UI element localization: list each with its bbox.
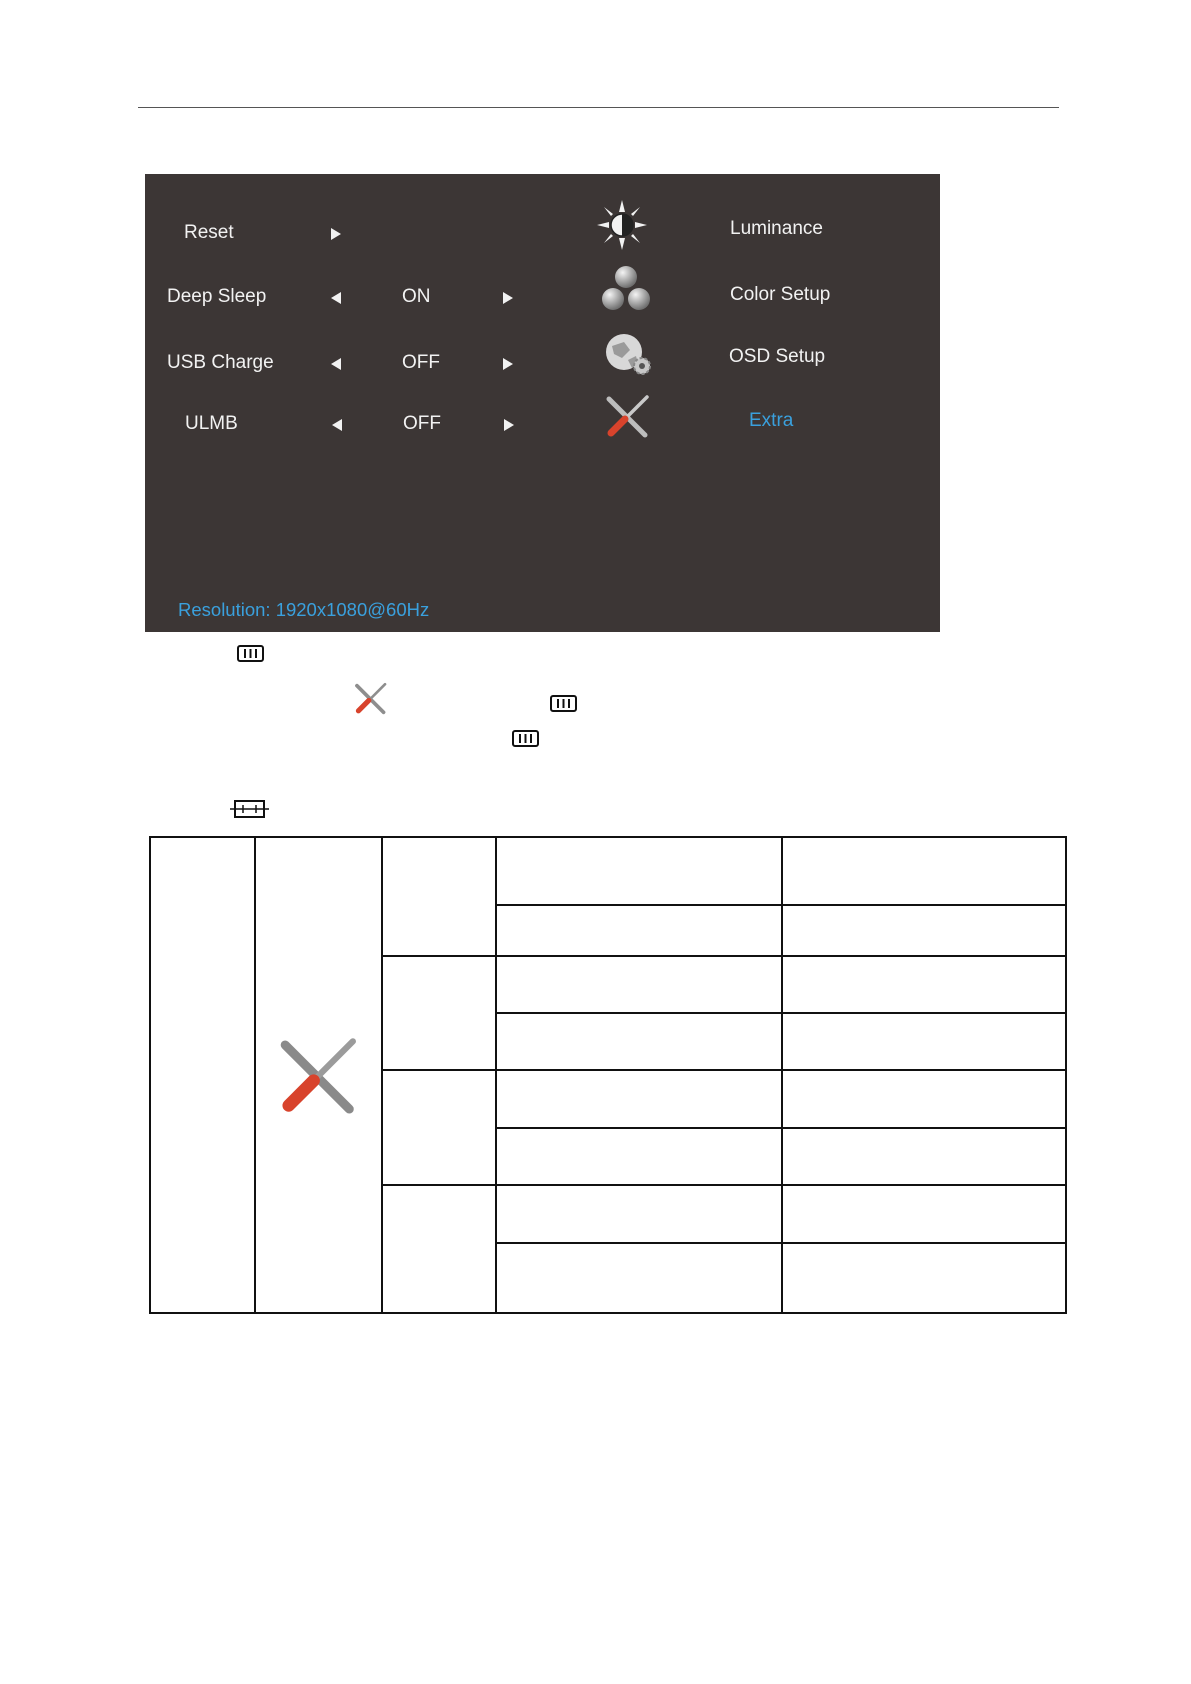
- extra-tools-icon: [605, 394, 651, 440]
- left-arrow-icon: [331, 358, 341, 370]
- right-arrow-icon: [503, 292, 513, 304]
- osd-item-ulmb[interactable]: ULMB: [185, 413, 238, 434]
- osd-value-deep-sleep: ON: [402, 286, 431, 307]
- category-extra[interactable]: Extra: [749, 410, 794, 431]
- right-arrow-icon: [504, 419, 514, 431]
- osd-value-ulmb: OFF: [403, 413, 441, 434]
- color-setup-icon: [600, 264, 652, 314]
- osd-item-reset[interactable]: Reset: [184, 222, 234, 243]
- osd-menu-screenshot: [145, 174, 940, 632]
- luminance-icon: [597, 200, 647, 250]
- right-arrow-icon: [503, 358, 513, 370]
- menu-button-icon: [237, 645, 264, 662]
- resolution-readout: Resolution: 1920x1080@60Hz: [178, 599, 430, 620]
- category-color-setup[interactable]: Color Setup: [730, 284, 831, 305]
- osd-item-deep-sleep[interactable]: Deep Sleep: [167, 286, 267, 307]
- left-arrow-icon: [331, 292, 341, 304]
- extra-tools-icon: [278, 1036, 360, 1118]
- extra-tools-icon: [354, 682, 388, 716]
- category-luminance[interactable]: Luminance: [730, 218, 823, 239]
- osd-value-usb-charge: OFF: [402, 352, 440, 373]
- right-arrow-icon: [331, 228, 341, 240]
- osd-item-usb-charge[interactable]: USB Charge: [167, 352, 274, 373]
- menu-button-icon: [550, 695, 577, 712]
- source-button-icon: [230, 799, 269, 819]
- menu-button-icon: [512, 730, 539, 747]
- osd-setup-icon: [604, 332, 656, 378]
- header-rule: [138, 107, 1059, 108]
- left-arrow-icon: [332, 419, 342, 431]
- category-osd-setup[interactable]: OSD Setup: [729, 346, 826, 367]
